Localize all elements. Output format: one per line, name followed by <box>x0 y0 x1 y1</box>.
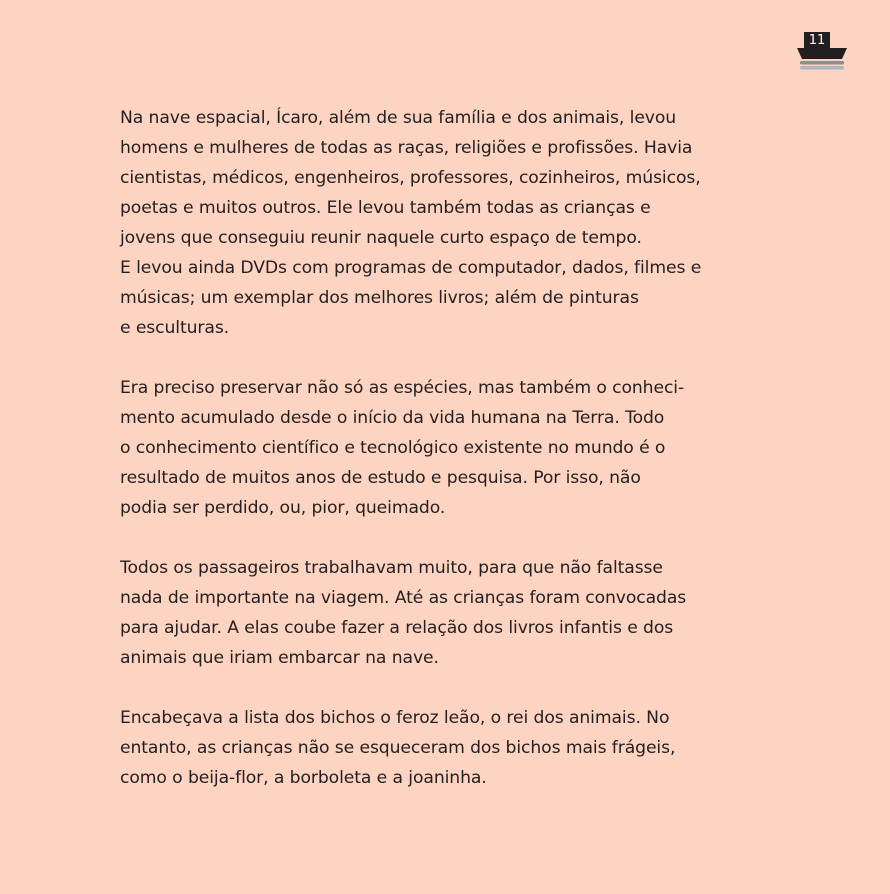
text-line: animais que iriam embarcar na nave. <box>120 648 439 668</box>
text-line: Encabeçava a lista dos bichos o feroz leão, o rei dos animais. No <box>120 708 670 728</box>
text-line: músicas; um exemplar dos melhores livros; além de pinturas <box>120 288 639 308</box>
text-line: Era preciso preservar não só as espécies, mas também o conheci- <box>120 378 685 398</box>
text-line: poetas e muitos outros. Ele levou também todas as crianças e <box>120 198 651 218</box>
body-text <box>120 103 740 823</box>
paragraph-4 <box>120 703 740 793</box>
text-line: E levou ainda DVDs com programas de computador, dados, filmes e <box>120 258 702 278</box>
text-line: podia ser perdido, ou, pior, queimado. <box>120 498 446 518</box>
page-number-badge <box>796 30 848 74</box>
text-line: para ajudar. A elas coube fazer a relação dos livros infantis e dos <box>120 618 674 638</box>
text-line: cientistas, médicos, engenheiros, professores, cozinheiros, músicos, <box>120 168 701 188</box>
paragraph-3 <box>120 553 740 673</box>
text-line: resultado de muitos anos de estudo e pesquisa. Por isso, não <box>120 468 641 488</box>
text-line: o conhecimento científico e tecnológico existente no mundo é o <box>120 438 666 458</box>
text-line: e esculturas. <box>120 318 230 338</box>
paragraph-2 <box>120 373 740 523</box>
text-line: como o beija-flor, a borboleta e a joaninha. <box>120 768 487 788</box>
text-line: Todos os passageiros trabalhavam muito, para que não faltasse <box>120 558 663 578</box>
text-line: mento acumulado desde o início da vida humana na Terra. Todo <box>120 408 665 428</box>
text-line: entanto, as crianças não se esqueceram dos bichos mais frágeis, <box>120 738 676 758</box>
page-number: 11 <box>808 33 826 48</box>
paragraph-1 <box>120 103 740 343</box>
text-line: nada de importante na viagem. Até as crianças foram convocadas <box>120 588 687 608</box>
text-line: homens e mulheres de todas as raças, religiões e profissões. Havia <box>120 138 693 158</box>
text-line: Na nave espacial, Ícaro, além de sua família e dos animais, levou <box>120 108 677 128</box>
text-line: jovens que conseguiu reunir naquele curto espaço de tempo. <box>120 228 642 248</box>
